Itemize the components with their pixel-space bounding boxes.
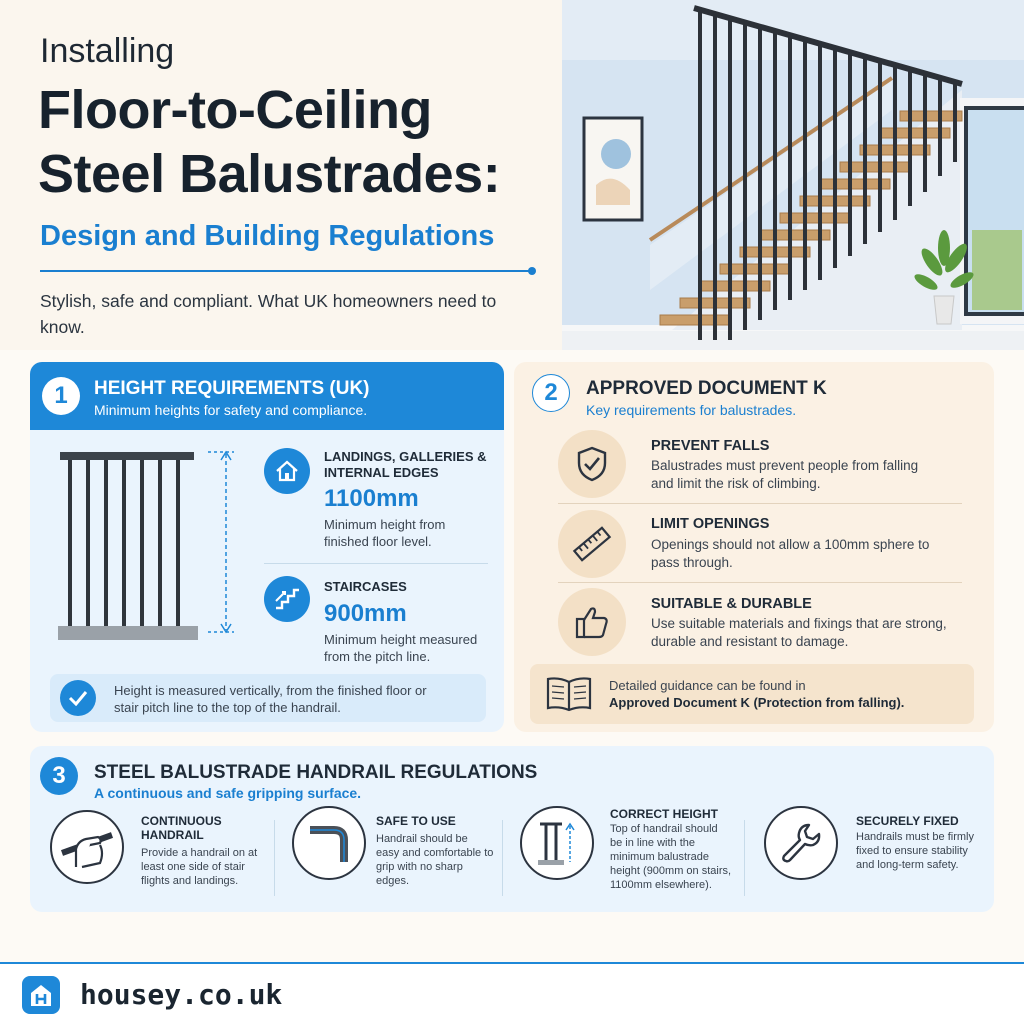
landings-description: Minimum height from finished floor level. <box>324 517 446 549</box>
safe-to-use-title: SAFE TO USE <box>376 814 456 828</box>
correct-height-title: CORRECT HEIGHT <box>610 807 718 821</box>
handrail-regulations-card <box>30 746 994 912</box>
securely-fixed-title: SECURELY FIXED <box>856 814 959 828</box>
section-subtitle: Key requirements for balustrades. <box>586 402 797 418</box>
guidance-box <box>530 664 974 724</box>
page-title <box>38 78 568 206</box>
intro-text: Stylish, safe and compliant. What UK homeowners need to know. <box>40 291 497 337</box>
prevent-falls-text: Balustrades must prevent people from falling and limit the risk of climbing. <box>651 458 919 491</box>
open-book-icon <box>544 674 594 714</box>
guidance-line-2: Approved Document K (Protection from falling). <box>609 695 905 710</box>
title-divider <box>40 270 532 272</box>
suitable-durable-title: SUITABLE & DURABLE <box>651 596 812 612</box>
continuous-handrail-title: CONTINUOUS HANDRAIL <box>141 814 222 842</box>
item-divider <box>558 582 962 583</box>
correct-height-text: Top of handrail should be in line with the minimum balustrade height (900mm on stairs, 1100mm elsewhere). <box>610 823 732 891</box>
limit-openings-title: LIMIT OPENINGS <box>651 516 770 532</box>
safe-to-use-text: Handrail should be easy and comfortable to grip with no sharp edges. <box>376 833 494 887</box>
continuous-handrail-text: Provide a handrail on at least one side of stair flights and landings. <box>141 847 258 887</box>
section-title: APPROVED DOCUMENT K <box>586 378 827 399</box>
hand-grip-icon <box>50 810 124 884</box>
footer <box>0 962 1024 1024</box>
stairs-icon <box>264 576 310 622</box>
height-measure-icon <box>520 806 594 880</box>
thumbs-up-icon <box>558 588 626 656</box>
measurement-note <box>50 674 486 722</box>
item-divider <box>558 503 962 504</box>
approved-document-k-card <box>514 362 994 732</box>
column-divider <box>274 820 275 896</box>
landings-label: LANDINGS, GALLERIES & INTERNAL EDGES <box>324 449 487 480</box>
title-line-1: Floor-to-Ceiling <box>38 80 432 140</box>
section-number-badge: 1 <box>42 377 80 415</box>
section-number-badge: 3 <box>40 757 78 795</box>
measurement-note-text: Height is measured vertically, from the finished floor or stair pitch line to the top of the handrail. <box>114 683 427 715</box>
staircases-description: Minimum height measured from the pitch line. <box>324 632 478 664</box>
height-requirements-card <box>30 362 504 732</box>
limit-openings-text: Openings should not allow a 100mm sphere to pass through. <box>651 537 930 570</box>
brand-name[interactable]: housey.co.uk <box>80 978 283 1011</box>
shield-check-icon <box>558 430 626 498</box>
section-subtitle: A continuous and safe gripping surface. <box>94 785 362 801</box>
section-title: HEIGHT REQUIREMENTS (UK) <box>94 378 370 399</box>
column-divider <box>502 820 503 896</box>
rounded-rail-icon <box>292 806 366 880</box>
check-circle-icon <box>60 680 96 716</box>
housey-logo <box>22 976 60 1014</box>
page-subtitle: Design and Building Regulations <box>40 220 495 252</box>
prevent-falls-title: PREVENT FALLS <box>651 438 770 454</box>
title-kicker: Installing <box>40 32 175 70</box>
staircase-scene-image <box>562 0 1024 350</box>
section-number-badge: 2 <box>532 374 570 412</box>
wrench-icon <box>764 806 838 880</box>
balustrade-height-diagram <box>50 446 240 656</box>
column-divider <box>744 820 745 896</box>
section-subtitle: Minimum heights for safety and compliance. <box>94 402 368 418</box>
staircase-illustration <box>562 0 1024 350</box>
title-divider-dot <box>528 267 536 275</box>
section-title: STEEL BALUSTRADE HANDRAIL REGULATIONS <box>94 762 538 783</box>
landings-height-value: 1100mm <box>324 485 419 512</box>
item-divider <box>264 563 488 564</box>
guidance-line-1: Detailed guidance can be found in <box>609 678 806 693</box>
house-icon <box>264 448 310 494</box>
suitable-durable-text: Use suitable materials and fixings that are strong, durable and resistant to damage. <box>651 616 947 649</box>
title-line-2: Steel Balustrades: <box>38 144 501 204</box>
staircases-height-value: 900mm <box>324 600 407 627</box>
securely-fixed-text: Handrails must be firmly fixed to ensure stability and long-term safety. <box>856 831 974 871</box>
ruler-icon <box>558 510 626 578</box>
staircases-label: STAIRCASES <box>324 579 407 594</box>
